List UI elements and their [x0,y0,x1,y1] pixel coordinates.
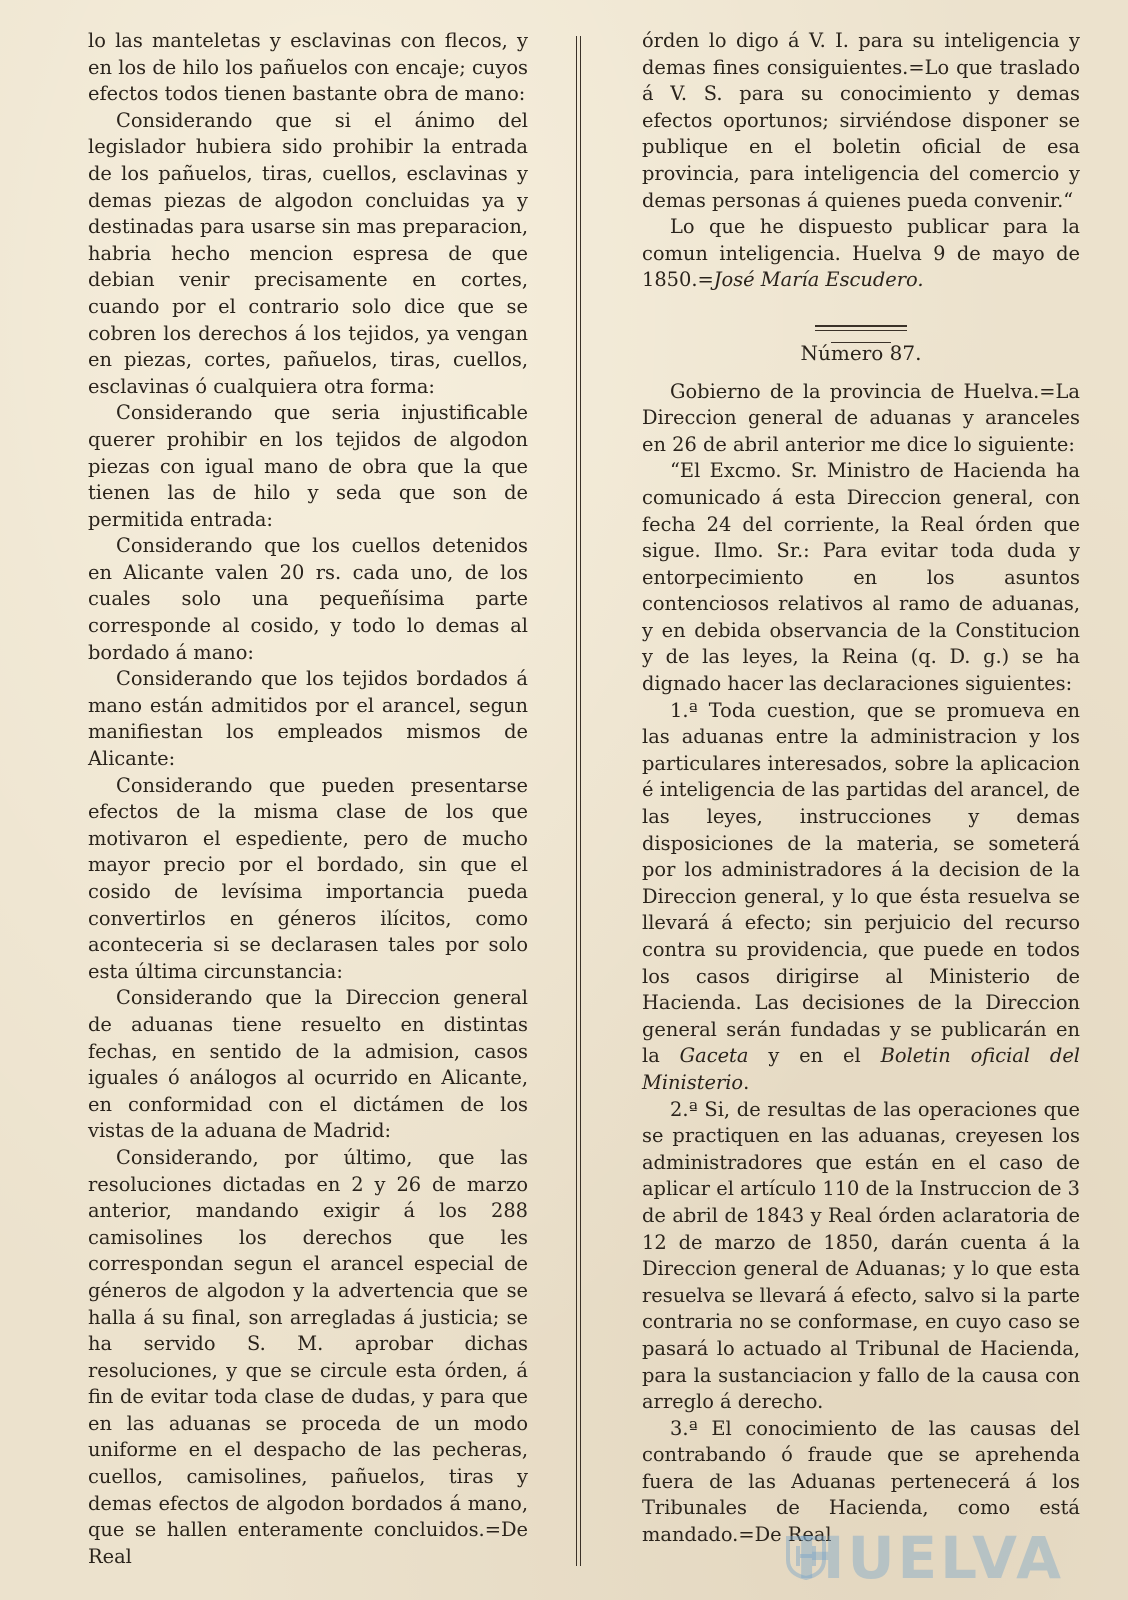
paragraph: Considerando que los tejidos bordados á mano están admitidos por el arancel, segun manifiestan los empleados mismos de Alicante: [88,667,528,771]
paragraph: Gobierno de la provincia de Huelva.=La Direccion general de aduanas y aranceles en 26 de abril anterior me dice lo siguiente: [642,379,1080,456]
paragraph [642,698,1080,1097]
paragraph: Considerando que la Direccion general de aduanas tiene resuelto en distintas fechas, en sentido de la admision, casos iguales ó análogos al ocurrido en Alicante, en conformidad con el dictámen de los vistas de la aduana de Madrid: [88,986,528,1143]
paragraph: Considerando, por último, que las resoluciones dictadas en 2 y 26 de marzo anterior, mandando exigir á los 288 camisolines los derechos que les correspondan segun el arancel especial de géneros de algodon y la advertencia que se halla á su final, son arregladas á justicia; se ha servido S. M. aprobar dichas resoluciones, y que se circule esta órden, á fin de evitar toda clase de dudas, y para que en las aduanas se proceda de un modo uniforme en el despacho de las pecheras, cuellos, camisolines, pañuelos, tiras y demas efectos de algodon bordados á mano, que se hallen enteramente concluidos.=De Real [88,1145,528,1568]
paragraph: Considerando que seria injustificable querer prohibir en los tejidos de algodon piezas con igual mano de obra que la que tienen las de hilo y seda que son de permitida entrada: [88,401,528,531]
ornament-rule [815,325,907,331]
paragraph: Considerando que los cuellos detenidos en Alicante valen 20 rs. cada uno, de los cuales solo una pequeñísima parte corresponde al cosido, y todo lo demas al bordado á mano: [88,534,528,664]
paragraph: Considerando que si el ánimo del legislador hubiera sido prohibir la entrada de los pañuelos, tiras, cuellos, esclavinas y demas piezas de algodon concluidas ya y destinadas para usarse sin mas preparacion, habria hecho mencion espresa de que debian venir precisamente en cortes, cuando por el contrario solo dice que se cobren los derechos á los tejidos, ya vengan en piezas, cortes, pañuelos, tiras, cuellos, esclavinas ó cualquiera otra forma: [88,108,529,398]
italic-title: Gaceta [679,1044,749,1068]
paragraph: Considerando que pueden presentarse efectos de la misma clase de los que motivaron el espediente, pero de mucho mayor precio por el bordado, sin que el cosido de levísima importancia pueda convertirlos en géneros ilícitos, como aconteceria si se declarasen tales por solo esta última circunstancia: [88,773,528,983]
right-column [642,28,1080,1549]
column-divider [576,36,581,1566]
paragraph [642,214,1080,294]
left-column [88,28,528,1570]
watermark-text: HUELVA [795,1524,1064,1592]
italic-title: Boletin oficial del Ministerio [642,1044,1081,1094]
paragraph-text: Lo que he dispuesto publicar para la comun inteligencia. Huelva 9 de mayo de 1850.= [642,215,1080,292]
signature: José María Escudero. [713,268,924,292]
section-heading: Número 87. [800,340,922,365]
paragraph-text: y en el [768,1044,861,1068]
paragraph-text: 1.ª Toda cuestion, que se promueva en las aduanas entre la administracion y los particulares interesados, sobre la aplicacion é inteligencia de las partidas del arancel, de las leyes, instrucciones y demas disposiciones de la materia, se someterá por los administradores á la decision de la Direccion general, y lo que ésta resuelva se llevará á efecto; sin perjuicio del recurso contra su providencia, que puede en todos los casos dirigirse al Ministerio de Hacienda. Las decisiones de la Direccion general serán fundadas y se publicarán en la [642,698,1080,1068]
paragraph: órden lo digo á V. I. para su inteligencia y demas fines consiguientes.=Lo que traslado á V. S. para su conocimiento y demas efectos oportunos; sirviéndose disponer se publique en el boletin oficial de esa provincia, para inteligencia del comercio y demas personas á quienes pueda convenir.“ [642,29,1080,212]
paragraph-text: . [743,1070,750,1094]
paragraph: “El Excmo. Sr. Ministro de Hacienda ha comunicado á esta Direccion general, con fecha 24 del corriente, la Real órden que sigue. Ilmo. Sr.: Para evitar toda duda y entorpecimiento en los asuntos contenciosos relativos al ramo de aduanas, y en debida observancia de la Constitucion y de las leyes, la Reina (q. D. g.) se ha dignado hacer las declaraciones siguientes: [642,459,1080,696]
section-ornament [642,312,1080,326]
paragraph: 2.ª Si, de resultas de las operaciones que se practiquen en las aduanas, creyesen los administradores que están en el caso de aplicar el artículo 110 de la Instruccion de 3 de abril de 1843 y Real órden aclaratoria de 12 de marzo de 1850, darán cuenta á la Direccion general de Aduanas; y lo que esta resuelva se llevará á efecto, salvo si la parte contraria no se conformase, en cuyo caso se pasará lo actuado al Tribunal de Hacienda, para la sustanciacion y fallo de la causa con arreglo á derecho. [642,1097,1080,1414]
paragraph: 3.ª El conocimiento de las causas del contrabando ó fraude que se aprehenda fuera de las Aduanas pertenecerá á los Tribunales de Hacienda, como está mandado.=De Real [642,1416,1080,1547]
paragraph: lo las manteletas y esclavinas con flecos, y en los de hilo los pañuelos con encaje; cuyos efectos todos tienen bastante obra de mano: [88,29,528,106]
